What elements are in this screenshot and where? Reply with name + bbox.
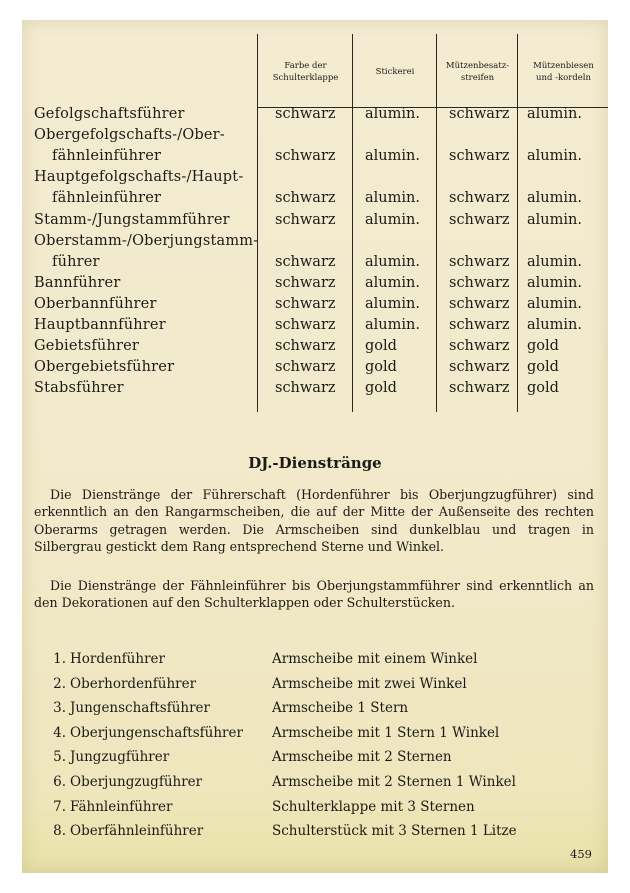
paragraph-schulterklappen: Die Dienstränge der Fähnleinführer bis Oberjungstammführer sind erkenntlich an den Dekorationen auf den Schulterklappen oder Schulterstücken. bbox=[34, 578, 594, 611]
table-row bbox=[22, 336, 608, 357]
list-insignia: Armscheibe mit 2 Sternen 1 Winkel bbox=[272, 774, 516, 790]
table-row bbox=[22, 125, 608, 146]
list-rank: Oberjungzugführer bbox=[70, 774, 203, 790]
list-rank: Oberhordenführer bbox=[70, 675, 197, 692]
table-row bbox=[22, 210, 608, 231]
cap-piping-cell: gold bbox=[527, 359, 559, 376]
cap-piping-cell: alumin. bbox=[527, 253, 582, 270]
list-rank: Oberfähnleinführer bbox=[70, 823, 204, 840]
rank-insignia-table bbox=[22, 20, 608, 415]
list-insignia: Armscheibe mit zwei Winkel bbox=[272, 675, 467, 692]
shoulder-color-cell: schwarz bbox=[275, 359, 336, 376]
list-insignia: Armscheibe mit einem Winkel bbox=[272, 651, 478, 667]
embroidery-cell: gold bbox=[365, 380, 397, 397]
paragraph-armscheiben: Die Dienstränge der Führerschaft (Hordenführer bis Oberjungzugführer) sind erkenntlich an den Rangarmscheiben, die auf der Mitte der Außenseite des rechten Oberarms getragen werden. Die Armscheiben sind dunkelblau und tragen in Silbergrau gestickt dem Rang entsprechend Sterne und Winkel. bbox=[34, 487, 594, 555]
table-row bbox=[22, 231, 608, 252]
rank-name: fähnleinführer bbox=[52, 190, 162, 207]
list-item bbox=[22, 745, 608, 769]
list-item bbox=[22, 770, 608, 794]
rank-name: Stabsführer bbox=[34, 380, 124, 397]
embroidery-cell: alumin. bbox=[365, 106, 420, 122]
cap-band-cell: schwarz bbox=[449, 106, 510, 122]
embroidery-cell: alumin. bbox=[365, 253, 420, 270]
cap-band-cell: schwarz bbox=[449, 317, 510, 333]
list-insignia: Armscheibe mit 1 Stern 1 Winkel bbox=[272, 724, 500, 741]
embroidery-cell: gold bbox=[365, 338, 397, 355]
embroidery-cell: alumin. bbox=[365, 295, 420, 312]
shoulder-color-cell: schwarz bbox=[275, 274, 336, 291]
list-number: 6. bbox=[53, 774, 66, 790]
cap-piping-cell: alumin. bbox=[527, 211, 582, 228]
shoulder-color-cell: schwarz bbox=[275, 211, 336, 228]
rank-name: Gebietsführer bbox=[34, 338, 140, 355]
list-number: 7. bbox=[53, 798, 66, 815]
list-number: 5. bbox=[53, 749, 66, 766]
table-row bbox=[22, 273, 608, 294]
cap-band-cell: schwarz bbox=[449, 338, 510, 355]
page-number: 459 bbox=[570, 847, 592, 861]
shoulder-color-cell: schwarz bbox=[275, 317, 336, 333]
list-item bbox=[22, 819, 608, 843]
rank-name: Hauptbannführer bbox=[34, 317, 166, 333]
rank-name: Hauptgefolgschafts-/Haupt- bbox=[34, 169, 244, 186]
book-page bbox=[22, 20, 608, 873]
cap-band-cell: schwarz bbox=[449, 380, 510, 397]
cap-piping-cell: alumin. bbox=[527, 317, 582, 333]
rank-name: Obergefolgschafts-/Ober- bbox=[34, 127, 225, 144]
cap-band-cell: schwarz bbox=[449, 148, 510, 165]
list-insignia: Schulterklappe mit 3 Sternen bbox=[272, 798, 475, 815]
list-insignia: Armscheibe 1 Stern bbox=[272, 700, 409, 717]
table-row bbox=[22, 146, 608, 167]
rank-name: Stamm-/Jungstammführer bbox=[34, 211, 230, 228]
embroidery-cell: alumin. bbox=[365, 317, 420, 333]
cap-piping-cell: gold bbox=[527, 338, 559, 355]
list-number: 4. bbox=[53, 724, 66, 741]
table-row bbox=[22, 378, 608, 399]
cap-piping-cell: alumin. bbox=[527, 190, 582, 207]
shoulder-color-cell: schwarz bbox=[275, 295, 336, 312]
rank-name: Bannführer bbox=[34, 274, 121, 291]
rank-name: fähnleinführer bbox=[52, 148, 162, 165]
list-item bbox=[22, 795, 608, 819]
table-row bbox=[22, 167, 608, 188]
cap-piping-cell: alumin. bbox=[527, 274, 582, 291]
list-item bbox=[22, 696, 608, 720]
table-row bbox=[22, 252, 608, 273]
cap-band-cell: schwarz bbox=[449, 190, 510, 207]
embroidery-cell: gold bbox=[365, 359, 397, 376]
cap-piping-cell: alumin. bbox=[527, 295, 582, 312]
list-insignia: Schulterstück mit 3 Sternen 1 Litze bbox=[272, 823, 517, 840]
table-row bbox=[22, 294, 608, 315]
column-header-cap-piping: Mützenbiesen und -kordeln bbox=[533, 61, 594, 83]
cap-band-cell: schwarz bbox=[449, 211, 510, 228]
list-rank: Jungenschaftsführer bbox=[70, 700, 210, 717]
cap-piping-cell: alumin. bbox=[527, 106, 582, 122]
table-row bbox=[22, 188, 608, 209]
cap-band-cell: schwarz bbox=[449, 295, 510, 312]
rank-name: Gefolgschaftsführer bbox=[34, 106, 185, 122]
cap-piping-cell: alumin. bbox=[527, 148, 582, 165]
shoulder-color-cell: schwarz bbox=[275, 148, 336, 165]
list-item bbox=[22, 721, 608, 745]
embroidery-cell: alumin. bbox=[365, 190, 420, 207]
table-row bbox=[22, 104, 608, 125]
list-number: 3. bbox=[53, 700, 66, 717]
list-rank: Fähnleinführer bbox=[70, 798, 173, 815]
table-row bbox=[22, 315, 608, 336]
rank-name: Oberstamm-/Oberjungstamm- bbox=[34, 232, 259, 249]
column-header-embroidery: Stickerei bbox=[375, 67, 415, 77]
column-header-shoulder-color: Farbe der Schulterklappe bbox=[272, 61, 339, 83]
list-item bbox=[22, 672, 608, 696]
cap-band-cell: schwarz bbox=[449, 274, 510, 291]
column-header-cap-band: Mützenbesatz- streifen bbox=[445, 61, 510, 83]
table-row bbox=[22, 357, 608, 378]
list-rank: Oberjungenschaftsführer bbox=[70, 724, 243, 741]
embroidery-cell: alumin. bbox=[365, 274, 420, 291]
rank-name: führer bbox=[52, 253, 100, 270]
rank-name: Oberbannführer bbox=[34, 295, 157, 312]
list-item bbox=[22, 647, 608, 671]
list-rank: Hordenführer bbox=[70, 651, 165, 667]
embroidery-cell: alumin. bbox=[365, 148, 420, 165]
shoulder-color-cell: schwarz bbox=[275, 380, 336, 397]
embroidery-cell: alumin. bbox=[365, 211, 420, 228]
cap-band-cell: schwarz bbox=[449, 253, 510, 270]
list-number: 2. bbox=[53, 675, 66, 692]
section-title: DJ.-Dienstränge bbox=[248, 454, 382, 472]
shoulder-color-cell: schwarz bbox=[275, 338, 336, 355]
rank-name: Obergebietsführer bbox=[34, 359, 175, 376]
list-number: 1. bbox=[53, 651, 66, 667]
shoulder-color-cell: schwarz bbox=[275, 106, 336, 122]
cap-band-cell: schwarz bbox=[449, 359, 510, 376]
list-number: 8. bbox=[53, 823, 66, 840]
shoulder-color-cell: schwarz bbox=[275, 190, 336, 207]
list-insignia: Armscheibe mit 2 Sternen bbox=[272, 749, 452, 766]
cap-piping-cell: gold bbox=[527, 380, 559, 397]
list-rank: Jungzugführer bbox=[70, 749, 170, 766]
shoulder-color-cell: schwarz bbox=[275, 253, 336, 270]
